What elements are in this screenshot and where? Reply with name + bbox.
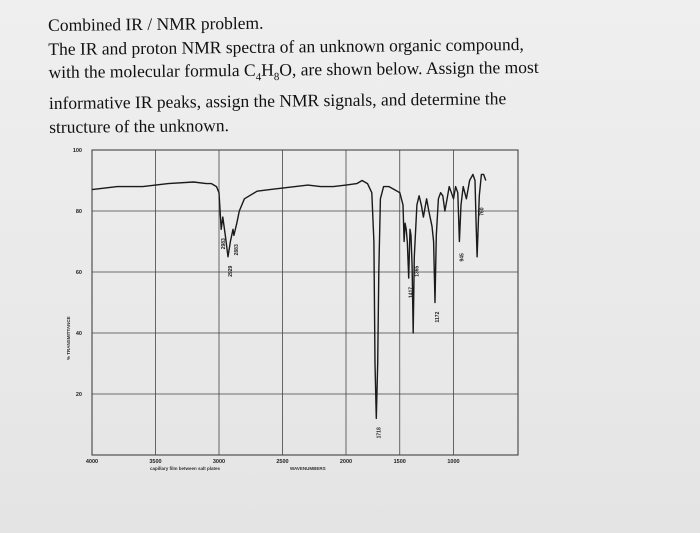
peak-label: 2929 <box>228 265 234 277</box>
x-axis-label: WAVENUMBERS <box>290 466 326 471</box>
film-note: capillary film between salt plates <box>150 466 221 471</box>
peak-label: 2883 <box>233 244 240 256</box>
x-tick-label: 1500 <box>393 459 406 465</box>
y-tick-label: 40 <box>75 331 82 337</box>
peak-label: 1718 <box>376 427 383 439</box>
formula-c-subscript: 4 <box>255 71 262 84</box>
problem-line-2-head: with the molecular formula C <box>48 59 256 82</box>
formula-h-subscript: 8 <box>273 71 280 84</box>
peak-label: 2983 <box>221 238 228 250</box>
peak-labels <box>221 207 485 438</box>
y-tick-label: 60 <box>75 270 82 276</box>
x-tick-label: 1000 <box>447 459 460 465</box>
x-tick-label: 3500 <box>149 459 162 465</box>
peak-label: 1365 <box>414 265 421 277</box>
y-axis-label: % TRANSMITTANCE <box>66 316 71 360</box>
peak-label: 1172 <box>435 311 441 323</box>
x-tick-label: 2500 <box>276 459 289 465</box>
formula-o: O <box>279 59 293 80</box>
x-tick-label: 2000 <box>339 459 353 465</box>
chart-tick-labels <box>73 148 460 465</box>
y-tick-label: 20 <box>75 392 82 398</box>
peak-label: 760 <box>479 207 486 216</box>
formula-h: H <box>261 59 274 80</box>
problem-line-4: structure of the unknown. <box>49 114 230 137</box>
y-tick-label: 80 <box>75 209 82 215</box>
problem-title: Combined IR / NMR problem. <box>48 12 264 35</box>
peak-label: 945 <box>459 253 466 262</box>
x-tick-label: 3000 <box>212 459 226 465</box>
problem-line-3: informative IR peaks, assign the NMR signals, and determine the <box>48 88 507 113</box>
peak-label: 1417 <box>408 286 415 299</box>
x-tick-label: 4000 <box>85 459 99 465</box>
problem-line-2-tail: , are shown below. Assign the most <box>291 56 539 80</box>
problem-line-1: The IR and proton NMR spectra of an unknown organic compound, <box>48 33 524 59</box>
y-tick-label: 100 <box>72 148 82 154</box>
